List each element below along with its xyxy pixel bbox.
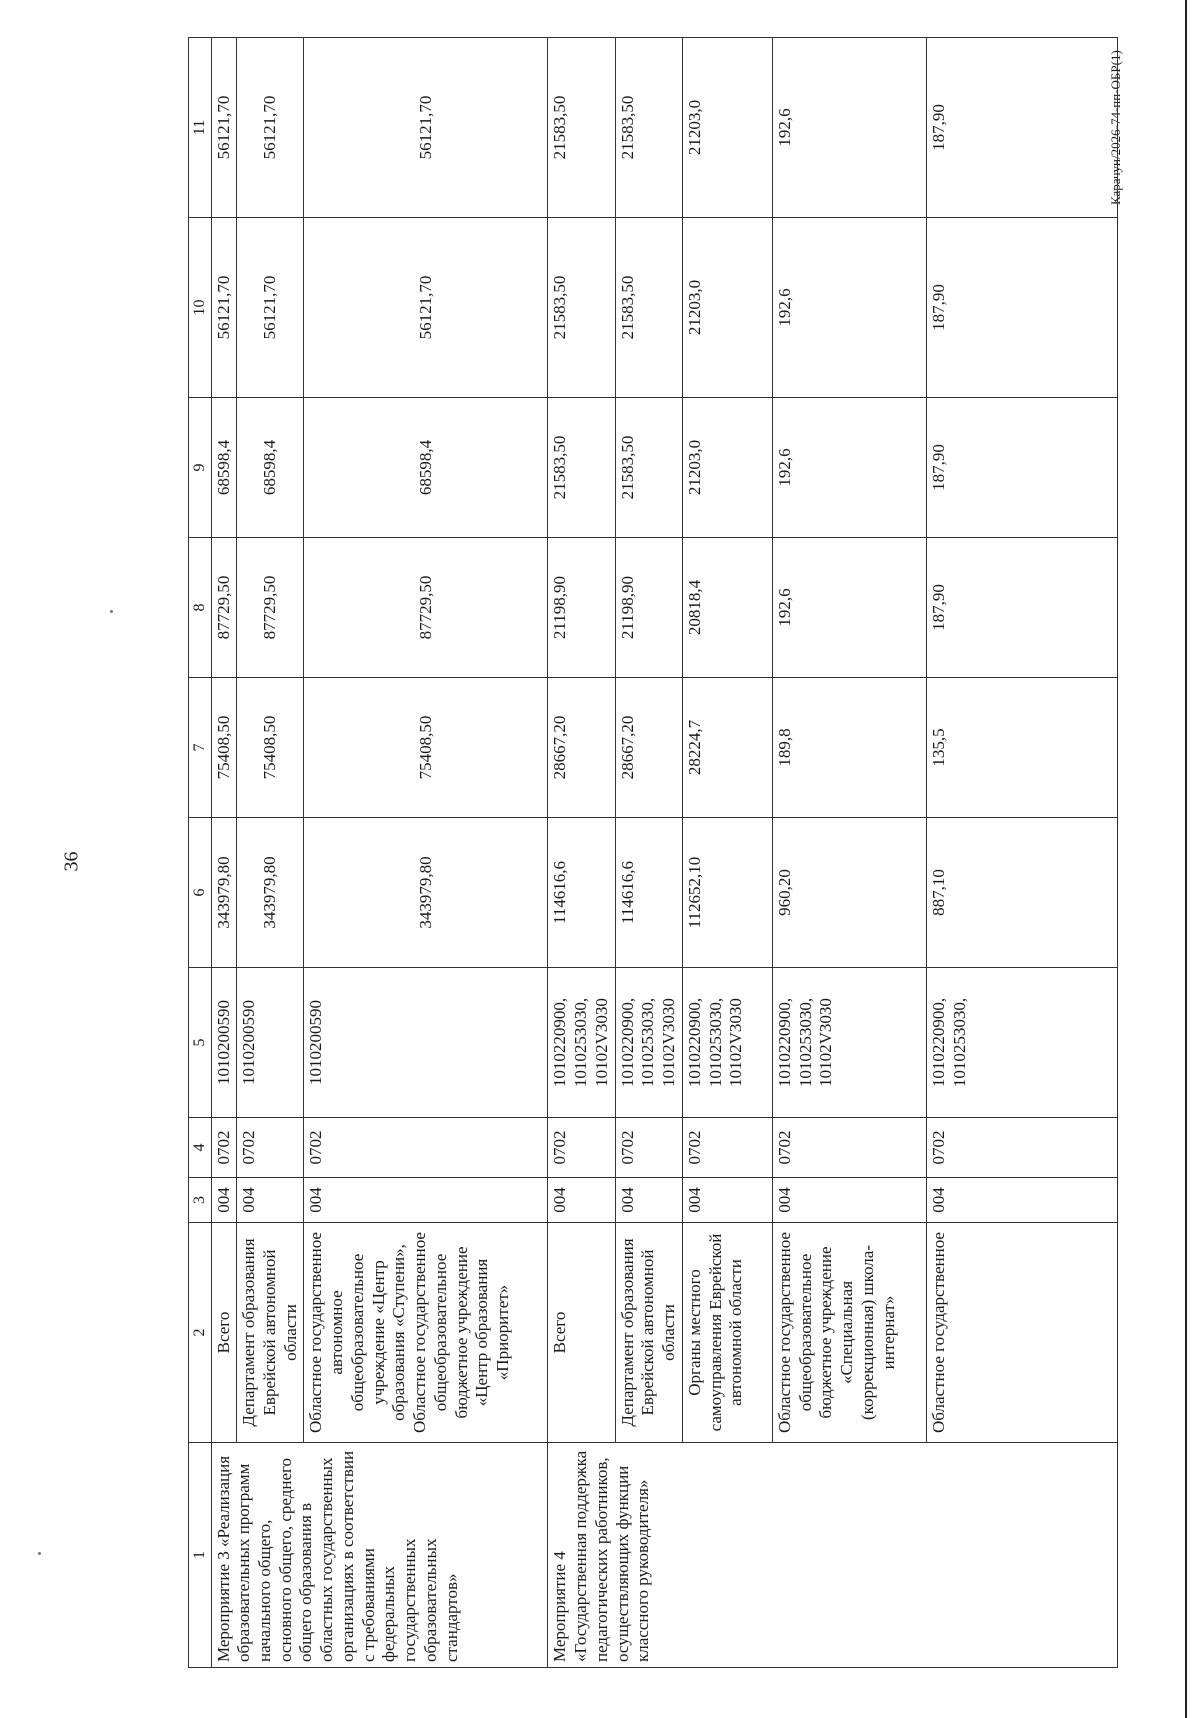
amount-cell: 68598,4 — [237, 398, 304, 538]
section-code-cell: 0702 — [926, 1118, 1117, 1178]
table-row — [926, 38, 1117, 1668]
amount-cell: 21583,50 — [548, 218, 615, 398]
amount-cell: 87729,50 — [211, 538, 237, 678]
amount-cell: 187,90 — [926, 38, 1117, 218]
amount-cell: 187,90 — [926, 398, 1117, 538]
csr-code-cell: 1010220900, 1010253030, 10102V3030 — [772, 968, 926, 1118]
amount-cell: 114616,6 — [615, 818, 682, 968]
amount-cell: 21583,50 — [548, 398, 615, 538]
amount-cell: 135,5 — [926, 678, 1117, 818]
column-number: 3 — [189, 1178, 212, 1223]
column-number: 8 — [189, 538, 212, 678]
table-row — [615, 38, 682, 1668]
section-code-cell: 0702 — [237, 1118, 304, 1178]
amount-cell: 87729,50 — [237, 538, 304, 678]
amount-cell: 189,8 — [772, 678, 926, 818]
amount-cell: 56121,70 — [304, 218, 548, 398]
amount-cell: 28224,7 — [682, 678, 772, 818]
csr-code-cell: 1010200590 — [237, 968, 304, 1118]
scan-edge-line — [1185, 0, 1187, 1718]
amount-cell: 21583,50 — [615, 218, 682, 398]
amount-cell: 68598,4 — [304, 398, 548, 538]
amount-cell: 68598,4 — [211, 398, 237, 538]
amount-cell: 21198,90 — [615, 538, 682, 678]
scan-speck — [110, 610, 113, 613]
amount-cell: 112652,10 — [682, 818, 772, 968]
amount-cell: 192,6 — [772, 38, 926, 218]
grbs-code-cell: 004 — [772, 1178, 926, 1223]
grbs-code-cell: 004 — [304, 1178, 548, 1223]
table-row — [548, 38, 615, 1668]
amount-cell: 56121,70 — [211, 38, 237, 218]
grbs-code-cell: 004 — [211, 1178, 237, 1223]
amount-cell: 343979,80 — [211, 818, 237, 968]
executor-cell: Органы местного самоуправления Еврейской автономной области — [682, 1223, 772, 1443]
amount-cell: 192,6 — [772, 538, 926, 678]
amount-cell: 114616,6 — [548, 818, 615, 968]
grbs-code-cell: 004 — [615, 1178, 682, 1223]
amount-cell: 87729,50 — [304, 538, 548, 678]
column-number: 5 — [189, 968, 212, 1118]
csr-code-cell: 1010220900, 1010253030, — [926, 968, 1117, 1118]
table-row — [682, 38, 772, 1668]
amount-cell: 28667,20 — [548, 678, 615, 818]
table-row — [772, 38, 926, 1668]
grbs-code-cell: 004 — [926, 1178, 1117, 1223]
amount-cell: 187,90 — [926, 538, 1117, 678]
executor-cell: Областное государственное автономное общеобразовательное учреждение «Центр образования «Ступени», Областное государственное общеобразовательное бюджетное учреждение «Центр образования «Приоритет» — [304, 1223, 548, 1443]
amount-cell: 960,20 — [772, 818, 926, 968]
page-number: 36 — [60, 851, 83, 872]
section-code-cell: 0702 — [682, 1118, 772, 1178]
amount-cell: 192,6 — [772, 218, 926, 398]
amount-cell: 28667,20 — [615, 678, 682, 818]
grbs-code-cell: 004 — [682, 1178, 772, 1223]
amount-cell: 21203,0 — [682, 398, 772, 538]
amount-cell: 75408,50 — [304, 678, 548, 818]
amount-cell: 56121,70 — [237, 38, 304, 218]
executor-cell: Департамент образования Еврейской автономной области — [615, 1223, 682, 1443]
document-code: Карачун/2026-74-пп-ОБР(1) — [1108, 50, 1123, 205]
column-number: 7 — [189, 678, 212, 818]
csr-code-cell: 1010220900, 1010253030, 10102V3030 — [548, 968, 615, 1118]
grbs-code-cell: 004 — [237, 1178, 304, 1223]
scan-speck — [38, 1552, 41, 1555]
csr-code-cell: 1010200590 — [304, 968, 548, 1118]
section-code-cell: 0702 — [772, 1118, 926, 1178]
table-row — [237, 38, 304, 1668]
amount-cell: 75408,50 — [237, 678, 304, 818]
amount-cell: 192,6 — [772, 398, 926, 538]
rotated-table-container — [188, 38, 1118, 1668]
column-number: 11 — [189, 38, 212, 218]
amount-cell: 56121,70 — [211, 218, 237, 398]
column-number: 2 — [189, 1223, 212, 1443]
table-row — [211, 38, 237, 1668]
column-number: 10 — [189, 218, 212, 398]
grbs-code-cell: 004 — [548, 1178, 615, 1223]
measure-4-title: Мероприятие 4 «Государственная поддержка педагогических работников, осуществляющих функции классного руководителя» — [548, 1443, 1118, 1668]
amount-cell: 887,10 — [926, 818, 1117, 968]
column-number: 6 — [189, 818, 212, 968]
budget-table — [188, 37, 1118, 1668]
amount-cell: 21203,0 — [682, 38, 772, 218]
section-code-cell: 0702 — [304, 1118, 548, 1178]
amount-cell: 21203,0 — [682, 218, 772, 398]
amount-cell: 56121,70 — [237, 218, 304, 398]
amount-cell: 21198,90 — [548, 538, 615, 678]
executor-cell: Всего — [548, 1223, 615, 1443]
column-number: 4 — [189, 1118, 212, 1178]
executor-cell: Областное государственное — [926, 1223, 1117, 1443]
csr-code-cell: 1010200590 — [211, 968, 237, 1118]
amount-cell: 56121,70 — [304, 38, 548, 218]
amount-cell: 343979,80 — [237, 818, 304, 968]
amount-cell: 21583,50 — [615, 38, 682, 218]
section-code-cell: 0702 — [615, 1118, 682, 1178]
amount-cell: 21583,50 — [548, 38, 615, 218]
table-row — [304, 38, 548, 1668]
amount-cell: 343979,80 — [304, 818, 548, 968]
executor-cell: Департамент образования Еврейской автономной области — [237, 1223, 304, 1443]
csr-code-cell: 1010220900, 1010253030, 10102V3030 — [615, 968, 682, 1118]
section-code-cell: 0702 — [548, 1118, 615, 1178]
executor-cell: Всего — [211, 1223, 237, 1443]
executor-cell: Областное государственное общеобразовательное бюджетное учреждение «Специальная (коррекционная) школа-интернат» — [772, 1223, 926, 1443]
amount-cell: 20818,4 — [682, 538, 772, 678]
amount-cell: 75408,50 — [211, 678, 237, 818]
csr-code-cell: 1010220900, 1010253030, 10102V3030 — [682, 968, 772, 1118]
column-number-row — [189, 38, 212, 1668]
amount-cell: 187,90 — [926, 218, 1117, 398]
column-number: 9 — [189, 398, 212, 538]
measure-3-title: Мероприятие 3 «Реализация образовательных программ начального общего, основного общего, среднего общего образования в областных государственных организациях в соответствии с требованиями федеральных государственных образовательных стандартов» — [211, 1443, 548, 1668]
column-number: 1 — [189, 1443, 212, 1668]
section-code-cell: 0702 — [211, 1118, 237, 1178]
amount-cell: 21583,50 — [615, 398, 682, 538]
